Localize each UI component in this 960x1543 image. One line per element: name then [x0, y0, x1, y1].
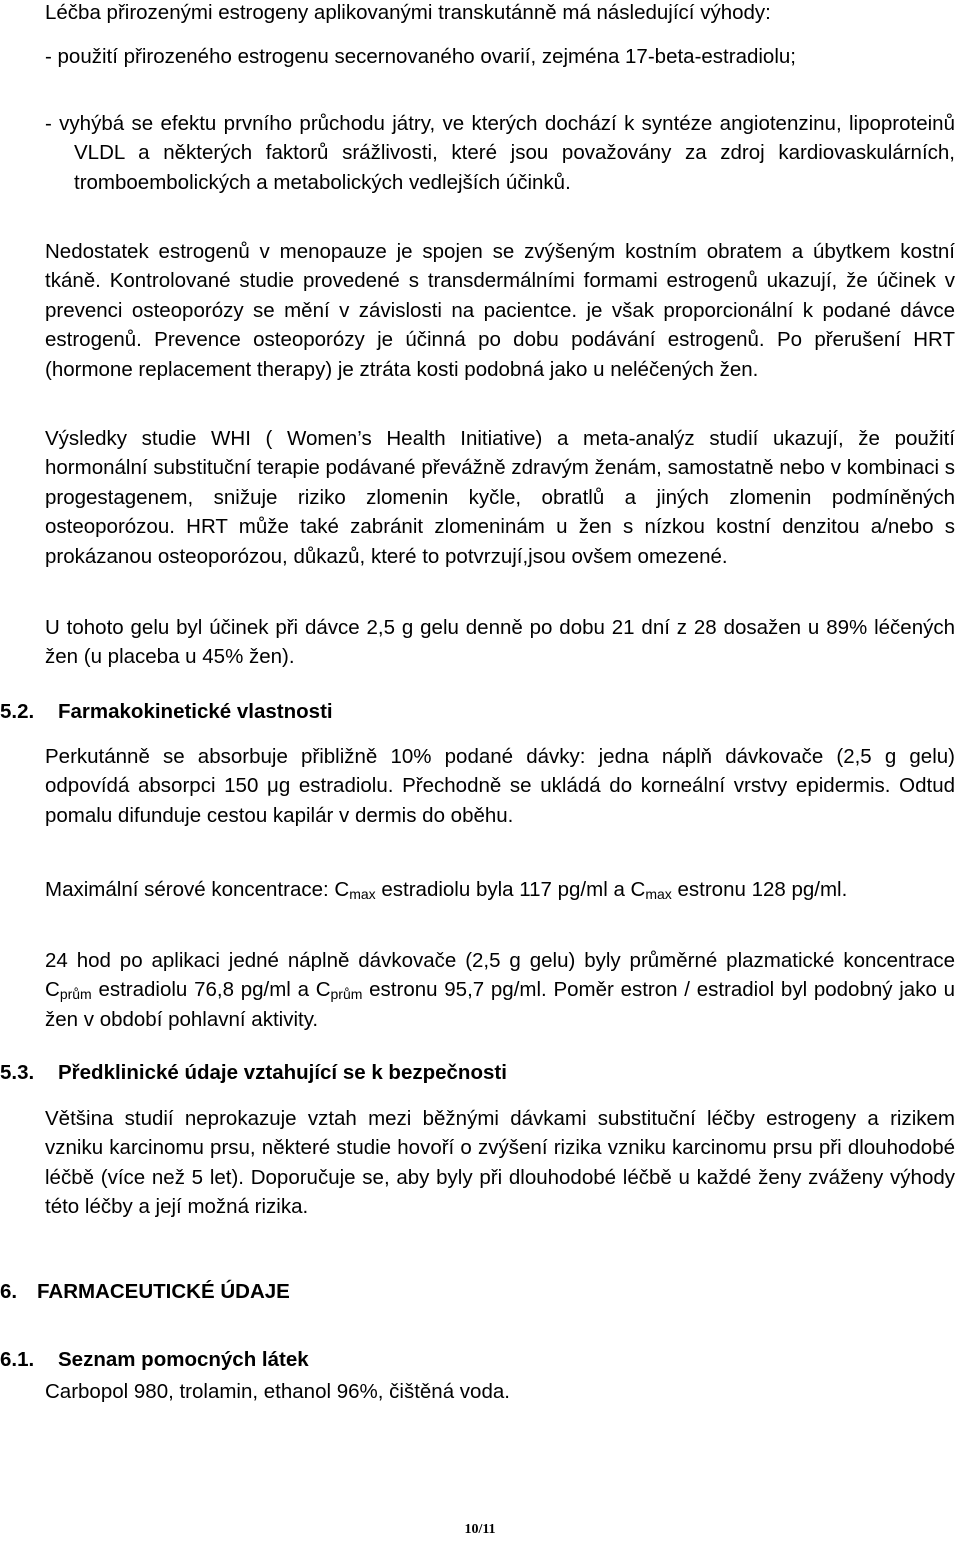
paragraph-whi-study: Výsledky studie WHI ( Women’s Health Initiative) a meta-analýz studií ukazují, že použití hormonální substituční terapie podávané převážně zdravým ženám, samostatně nebo v kombinaci s progestagenem, snižuje riziko zlomenin kyčle, obratlů a jiných zlomenin podmíněných osteoporózou. HRT může také zabránit zlomeninám u žen s nízkou kostní denzitou a/nebo s prokázanou osteoporózou, důkazů, které to potvrzují,jsou ovšem omezené.	[45, 427, 955, 568]
paragraph-preclinical: Většina studií neprokazuje vztah mezi běžnými dávkami substituční léčby estrogeny a rizikem vzniku karcinomu prsu, některé studie hovoří o zvýšení rizika vzniku karcinomu prsu při dlouhodobé léčbě (více než 5 let). Doporučuje se, aby byly při dlouhodobé léčbě u každé ženy zváženy výhody této léčby a její možná rizika.	[45, 1107, 955, 1219]
paragraph-osteoporosis: Nedostatek estrogenů v menopauze je spojen se zvýšeným kostním obratem a úbytkem kostní tkáně. Kontrolované studie provedené s transdermálními formami estrogenů ukazují, že účinek v prevenci osteoporózy se mění v závislosti na pacientce. je však proporcionální k podané dávce estrogenů. Prevence osteoporózy je účinná po dobu podávání estrogenů. Po přerušení HRT (hormone replacement therapy) je ztráta kosti podobná jako u neléčených žen.	[45, 240, 955, 381]
section-heading-6-1	[0, 1345, 309, 1374]
section-title: Farmakokinetické vlastnosti	[58, 700, 333, 723]
paragraph-absorption: Perkutánně se absorbuje přibližně 10% podané dávky: jedna náplň dávkovače (2,5 g gelu) odpovídá absorpci 150 μg estradiolu. Přechodně se ukládá do korneální vrstvy epidermis. Odtud pomalu difunduje cestou kapilár v dermis do oběhu.	[45, 745, 955, 827]
section-heading-5-2	[0, 697, 333, 726]
section-number: 6.1.	[0, 1348, 35, 1371]
paragraph-excipients: Carbopol 980, trolamin, ethanol 96%, čištěná voda.	[45, 1380, 510, 1403]
section-number: 6.	[0, 1280, 18, 1303]
section-heading-5-3	[0, 1058, 507, 1087]
section-number: 5.3.	[0, 1061, 35, 1084]
benefit-item-2: - vyhýbá se efektu prvního průchodu játry, ve kterých dochází k syntéze angiotenzinu, lipoproteinů VLDL a některých faktorů srážlivosti, které jsou považovány za zdroj kardiovaskulárních, tromboembolických a metabolických vedlejších účinků.	[45, 112, 955, 194]
paragraph-gel-efficacy: U tohoto gelu byl účinek při dávce 2,5 g gelu denně po dobu 21 dní z 28 dosažen u 89% léčených žen (u placeba u 45% žen).	[45, 616, 955, 669]
section-title: FARMACEUTICKÉ ÚDAJE	[37, 1280, 290, 1303]
paragraph-max-concentration: Maximální sérové koncentrace: $C_{max}$ estradiolu byla 117 pg/ml a $C_{max}$ estronu 128 pg/ml.	[45, 878, 848, 902]
section-title: Předklinické údaje vztahující se k bezpečnosti	[58, 1061, 507, 1084]
paragraph-mean-concentration: 24 hod po aplikaci jedné náplně dávkovače (2,5 g gelu) byly průměrné plazmatické koncentrace $C_{prům}$ estradiolu 76,8 pg/ml a $C_{prům}$ estronu 95,7 pg/ml. Poměr estron / estradiol byl podobný jako u žen v období pohlavní aktivity.	[45, 949, 955, 1031]
page-number: 10/11	[464, 1522, 496, 1537]
benefit-item-1: - použití přirozeného estrogenu secernovaného ovarií, zejména 17-beta-estradiolu;	[45, 45, 796, 68]
section-number: 5.2.	[0, 700, 35, 723]
intro-paragraph: Léčba přirozenými estrogeny aplikovanými transkutánně má následující výhody:	[45, 1, 771, 24]
section-title: Seznam pomocných látek	[58, 1348, 309, 1371]
section-heading-6	[0, 1277, 290, 1306]
